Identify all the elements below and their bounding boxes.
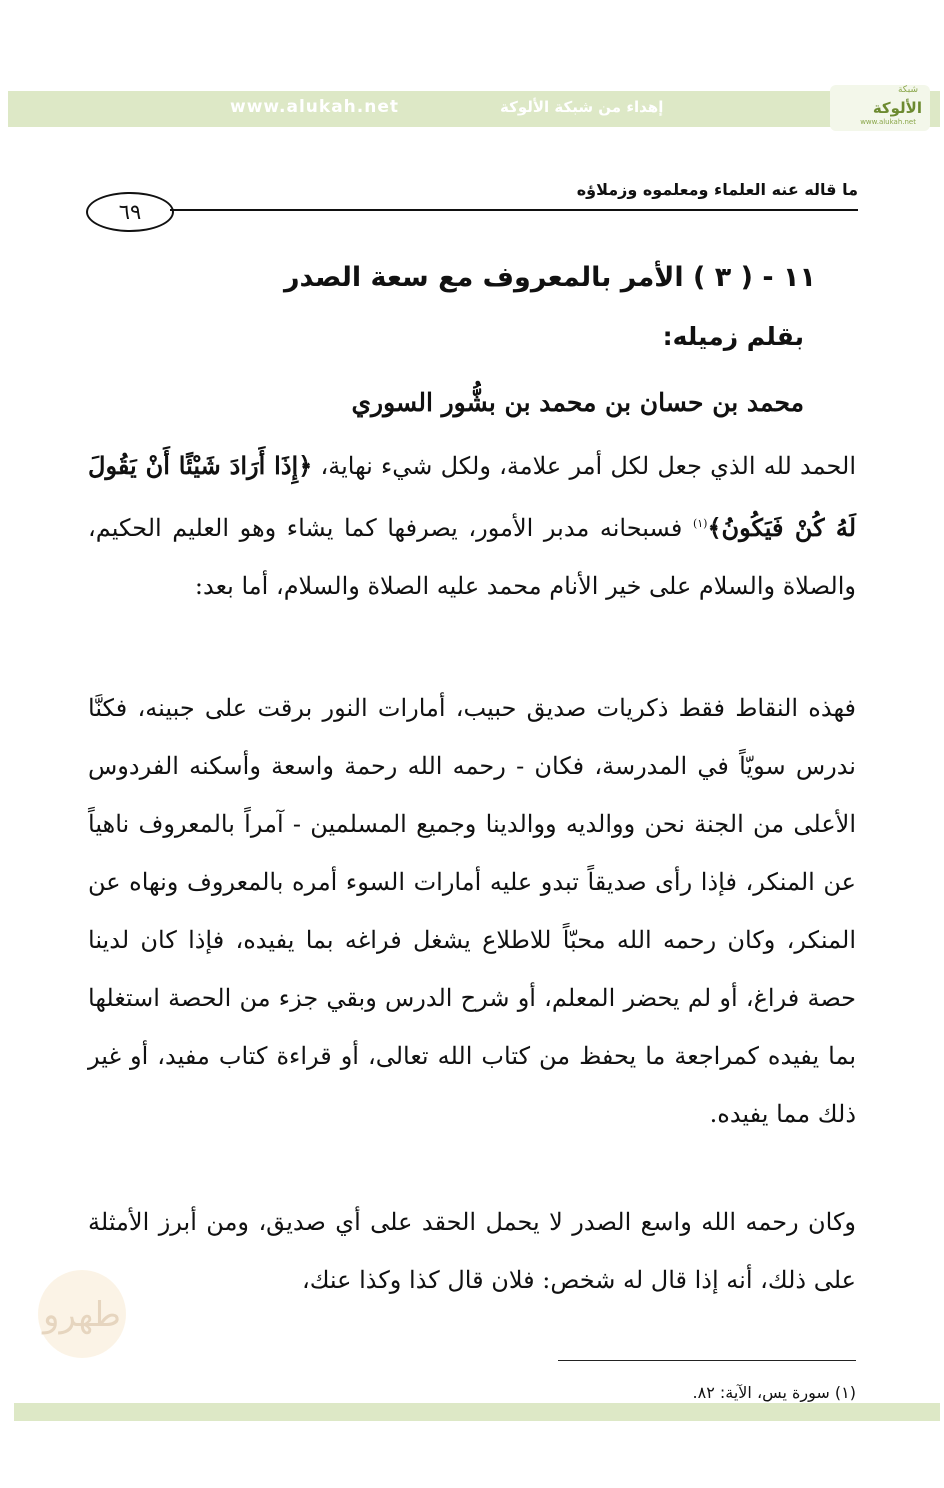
running-title: ما قاله عنه العلماء ومعلموه وزملاؤه [576,180,858,199]
logo-url: www.alukah.net [860,118,916,126]
page-number: ٦٩ [86,192,174,232]
header-rule [170,209,858,211]
paragraph-1-intro: الحمد لله الذي جعل لكل أمر علامة، ولكل شيء نهاية، [312,452,856,480]
footnote-rule [558,1360,856,1361]
paragraph-1-rest: فسبحانه مدبر الأمور، يصرفها كما يشاء وهو العليم الحكيم، والصلاة والسلام على خير الأنام محمد عليه الصلاة والسلام، أما بعد: [88,514,856,600]
banner-gift-text: إهداء من شبكة الألوكة [500,98,664,116]
author-name: محمد بن حسان بن محمد بن بشُّور السوري [351,388,804,417]
paragraph-2: فهذه النقاط فقط ذكريات صديق حبيب، أمارات النور برقت على جبينه، فكنَّا ندرس سويّاً في المدرسة، فكان - رحمه الله رحمة واسعة وأسكنه الفردوس الأعلى من الجنة نحن ووالديه ووالدينا وجميع المسلمين - آمراً بالمعروف ناهياً عن المنكر، فإذا رأى صديقاً تبدو عليه أمارات السوء أمره بالمعروف ونهاه عن المنكر، وكان رحمه الله محبّاً للاطلاع يشغل فراغه بما يفيده، فإذا كان لدينا حصة فراغ، أو لم يحضر المعلم، أو شرح الدرس وبقي جزء من الحصة استغلها بما يفيده كمراجعة ما يحفظ من كتاب الله تعالى، أو قراءة كتاب مفيد، أو غير ذلك مما يفيده. [88,694,856,1128]
alukah-logo [830,85,930,131]
logo-title: الألوكة [872,99,922,117]
banner-url[interactable]: www.alukah.net [230,97,399,117]
footnote-marker[interactable]: (١) [692,517,708,530]
byline: بقلم زميله: [662,322,804,351]
section-heading: ١١ - ( ٣ ) الأمر بالمعروف مع سعة الصدر [284,262,816,293]
footnote: (١) سورة يس، الآية: ٨٢. [692,1383,856,1402]
top-banner [8,85,940,127]
watermark-stamp [18,1260,146,1364]
logo-small-text: شبكة [897,85,918,95]
footer-band [14,1403,940,1421]
quran-verse: ﴿إِذَا أَرَادَ شَيْئًا أَنْ يَقُولَ لَهُ كُنْ فَيَكُونُ﴾ [88,451,857,542]
paragraph-1 [88,437,856,615]
stamp-text: طهرو [43,1295,121,1335]
paragraph-3: وكان رحمه الله واسع الصدر لا يحمل الحقد على أي صديق، ومن أبرز الأمثلة على ذلك، أنه إذا قال له شخص: فلان قال كذا وكذا عنك، [88,1208,856,1294]
